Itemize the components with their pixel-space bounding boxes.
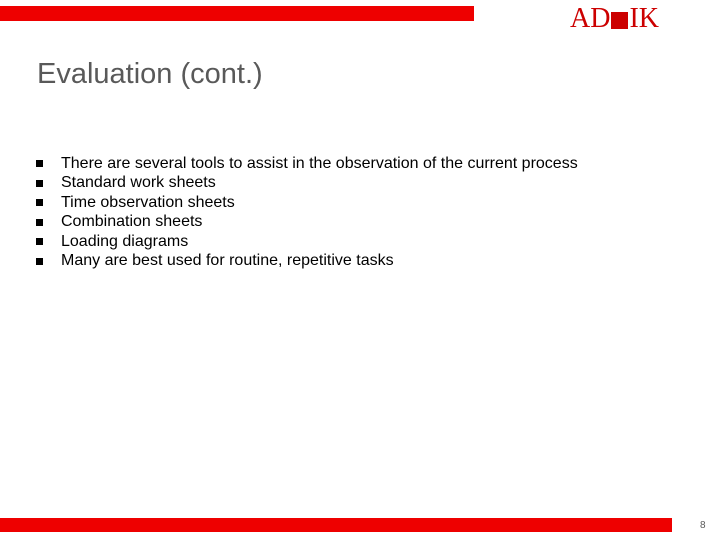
square-bullet-icon [36,258,43,265]
slide-title: Evaluation (cont.) [37,58,263,90]
square-bullet-icon [36,160,43,167]
bullet-item [36,174,578,194]
square-bullet-icon [36,199,43,206]
logo-square-icon [611,12,628,29]
bottom-accent-bar [0,518,672,532]
logo-text-right: IK [629,3,659,34]
bullet-item [36,213,578,233]
company-logo [570,2,659,36]
logo-text-left: AD [570,3,611,34]
square-bullet-icon [36,238,43,245]
bullet-text: Loading diagrams [61,232,189,250]
bullet-text: Many are best used for routine, repetitive tasks [61,252,394,270]
bullet-text: There are several tools to assist in the observation of the current process [61,154,578,172]
bullet-item [36,232,578,252]
bullet-item [36,193,578,213]
page-number: 8 [700,520,706,531]
bullet-item [36,252,578,272]
bullet-item [36,154,578,174]
top-accent-bar [0,6,474,21]
bullet-list [36,154,578,271]
bullet-text: Standard work sheets [61,174,216,192]
square-bullet-icon [36,180,43,187]
bullet-text: Time observation sheets [61,193,235,211]
square-bullet-icon [36,219,43,226]
bullet-text: Combination sheets [61,213,203,231]
